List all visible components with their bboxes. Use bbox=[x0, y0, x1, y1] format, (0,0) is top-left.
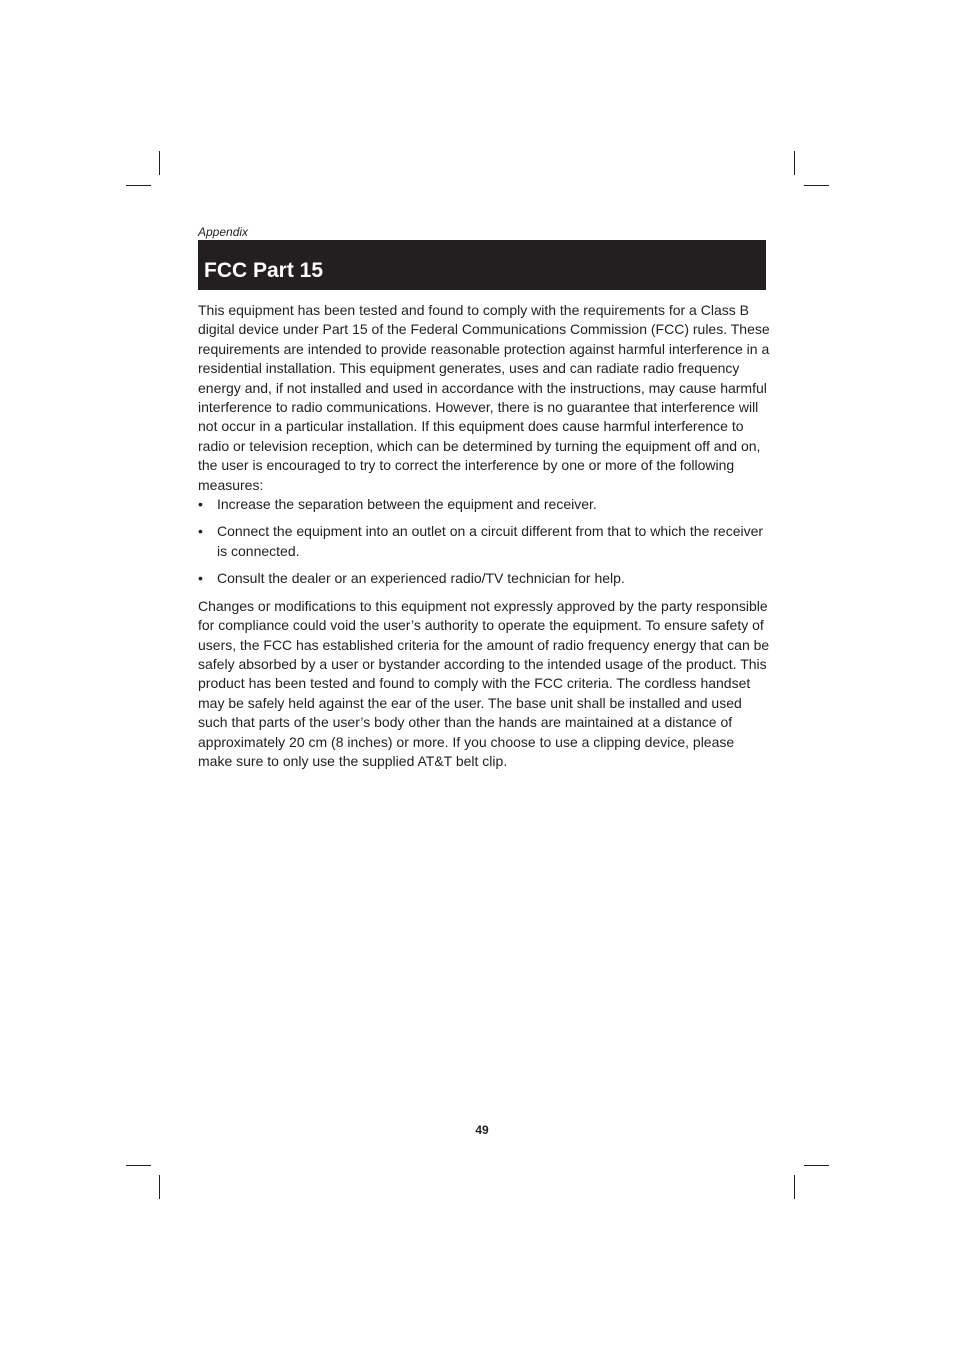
list-item-text: Consult the dealer or an experienced radio/TV technician for help. bbox=[217, 570, 625, 587]
crop-mark-bottom-left-horizontal bbox=[126, 1165, 151, 1166]
body-content bbox=[198, 301, 770, 771]
bullet-icon: • bbox=[198, 496, 203, 513]
list-item-text: Connect the equipment into an outlet on a circuit different from that to which the receiver is connected. bbox=[217, 523, 764, 559]
crop-mark-top-left-vertical bbox=[159, 151, 160, 175]
crop-mark-bottom-right-horizontal bbox=[804, 1165, 829, 1166]
list-item bbox=[198, 495, 770, 514]
list-item-text: Increase the separation between the equipment and receiver. bbox=[217, 496, 597, 513]
list-item bbox=[198, 569, 770, 588]
bullet-icon: • bbox=[198, 570, 203, 587]
closing-paragraph: Changes or modifications to this equipment not expressly approved by the party responsible for compliance could void the user’s authority to operate the equipment. To ensure safety of users, the FCC has established criteria for the amount of radio frequency energy that can be safely absorbed by a user or bystander according to the intended usage of the product. This product has been tested and found to comply with the FCC criteria. The cordless handset may be safely held against the ear of the user. The base unit shall be installed and used such that parts of the user’s body other than the hands are maintained at a distance of approximately 20 cm (8 inches) or more. If you choose to use a clipping device, please make sure to only use the supplied AT&T belt clip. bbox=[198, 597, 770, 769]
page-title: FCC Part 15 bbox=[204, 259, 324, 282]
crop-mark-bottom-right-vertical bbox=[794, 1175, 795, 1199]
crop-mark-top-left-horizontal bbox=[126, 185, 151, 186]
measures-list bbox=[198, 495, 770, 589]
bullet-icon: • bbox=[198, 523, 203, 540]
intro-paragraph: This equipment has been tested and found to comply with the requirements for a Class B digital device under Part 15 of the Federal Communications Commission (FCC) rules. These requirements are intended to provide reasonable protection against harmful interference in a residential installation. This equipment generates, uses and can radiate radio frequency energy and, if not installed and used in accordance with the instructions, may cause harmful interference to radio communications. However, there is no guarantee that interference will not occur in a particular installation. If this equipment does cause harmful interference to radio or television reception, which can be determined by turning the equipment off and on, the user is encouraged to try to correct the interference by one or more of the following measures: bbox=[198, 302, 770, 493]
page-number: 49 bbox=[475, 1123, 489, 1137]
title-bar bbox=[198, 240, 766, 290]
section-label: Appendix bbox=[198, 225, 249, 239]
list-item bbox=[198, 522, 770, 561]
crop-mark-top-right-vertical bbox=[794, 151, 795, 175]
crop-mark-bottom-left-vertical bbox=[159, 1175, 160, 1199]
crop-mark-top-right-horizontal bbox=[804, 185, 829, 186]
